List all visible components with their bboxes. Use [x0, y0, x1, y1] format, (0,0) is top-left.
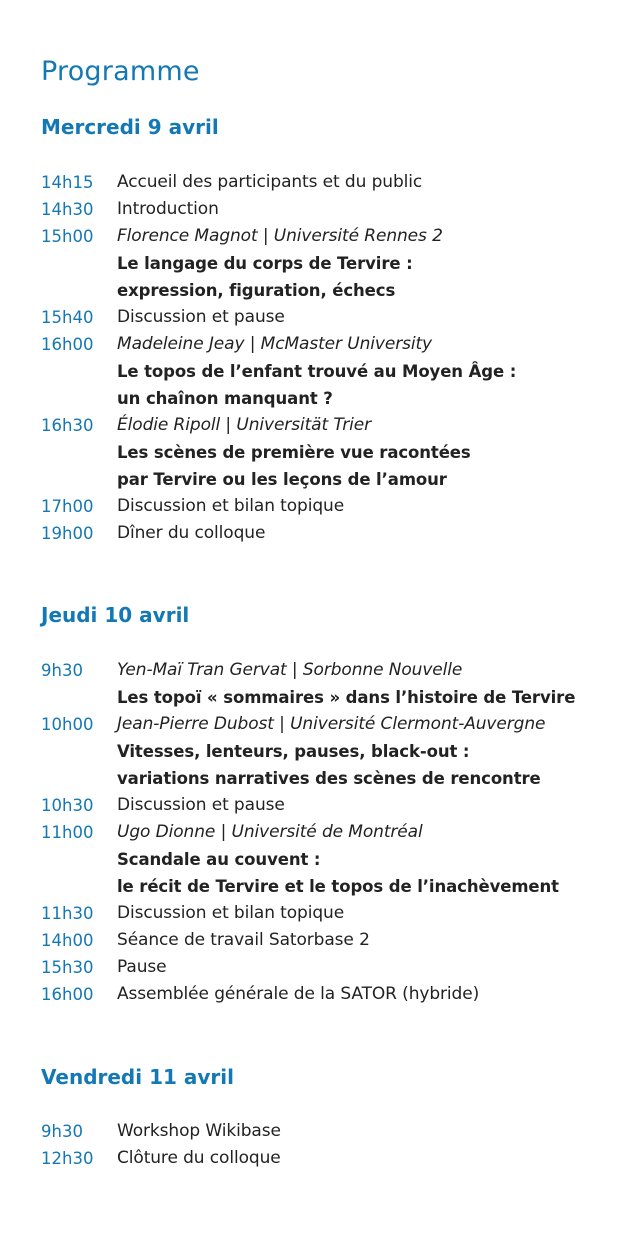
schedule-row: [41, 520, 601, 547]
schedule-row: [41, 304, 601, 331]
talk-title: Les scènes de première vue racontées: [117, 443, 471, 462]
schedule-time: 14h30: [41, 200, 94, 219]
day-heading-thursday: Jeudi 10 avril: [41, 603, 190, 627]
schedule-time: 16h00: [41, 985, 94, 1004]
schedule-row: [41, 1145, 601, 1172]
schedule-row: [41, 657, 601, 684]
schedule-row: [41, 439, 601, 466]
speaker-name: Jean-Pierre Dubost | Université Clermont-Auvergne: [117, 714, 546, 734]
schedule-item: Assemblée générale de la SATOR (hybride): [117, 984, 480, 1004]
schedule-time: 15h00: [41, 227, 94, 246]
schedule-row: [41, 900, 601, 927]
schedule-time: 16h30: [41, 416, 94, 435]
schedule-item: Pause: [117, 957, 167, 977]
talk-title: un chaînon manquant ?: [117, 389, 333, 408]
talk-title: Le langage du corps de Tervire :: [117, 254, 413, 273]
day-heading-wednesday: Mercredi 9 avril: [41, 115, 219, 139]
schedule-row: [41, 927, 601, 954]
schedule-thursday: [41, 657, 601, 1008]
schedule-row: [41, 169, 601, 196]
schedule-item: Dîner du colloque: [117, 523, 266, 543]
schedule-time: 17h00: [41, 497, 94, 516]
schedule-row: [41, 412, 601, 439]
schedule-time: 19h00: [41, 524, 94, 543]
schedule-time: 14h15: [41, 173, 94, 192]
schedule-row: [41, 331, 601, 358]
speaker-name: Florence Magnot | Université Rennes 2: [117, 226, 443, 246]
schedule-row: [41, 277, 601, 304]
speaker-name: Yen-Maï Tran Gervat | Sorbonne Nouvelle: [117, 660, 463, 680]
schedule-row: [41, 250, 601, 277]
schedule-item: Introduction: [117, 199, 219, 219]
talk-title: Le topos de l’enfant trouvé au Moyen Âge :: [117, 362, 517, 381]
schedule-item: Accueil des participants et du public: [117, 172, 423, 192]
schedule-time: 9h30: [41, 1122, 83, 1141]
schedule-row: [41, 846, 601, 873]
schedule-item: Discussion et bilan topique: [117, 903, 345, 923]
schedule-row: [41, 1118, 601, 1145]
schedule-time: 9h30: [41, 661, 83, 680]
talk-title: Vitesses, lenteurs, pauses, black-out :: [117, 742, 470, 761]
schedule-time: 11h00: [41, 823, 94, 842]
schedule-item: Discussion et bilan topique: [117, 496, 345, 516]
schedule-row: [41, 711, 601, 738]
schedule-row: [41, 358, 601, 385]
talk-title: variations narratives des scènes de rencontre: [117, 769, 541, 788]
schedule-row: [41, 765, 601, 792]
schedule-time: 14h00: [41, 931, 94, 950]
day-heading-friday: Vendredi 11 avril: [41, 1065, 234, 1089]
schedule-row: [41, 223, 601, 250]
schedule-row: [41, 493, 601, 520]
schedule-friday: [41, 1118, 601, 1172]
speaker-name: Ugo Dionne | Université de Montréal: [117, 822, 423, 842]
talk-title: Scandale au couvent :: [117, 850, 321, 869]
schedule-row: [41, 385, 601, 412]
talk-title: Les topoï « sommaires » dans l’histoire de Tervire: [117, 688, 576, 707]
schedule-time: 10h30: [41, 796, 94, 815]
schedule-row: [41, 792, 601, 819]
schedule-row: [41, 981, 601, 1008]
schedule-row: [41, 684, 601, 711]
schedule-item: Workshop Wikibase: [117, 1121, 281, 1141]
schedule-time: 10h00: [41, 715, 94, 734]
speaker-name: Élodie Ripoll | Universität Trier: [117, 415, 372, 435]
talk-title: le récit de Tervire et le topos de l’inachèvement: [117, 877, 559, 896]
schedule-row: [41, 819, 601, 846]
speaker-name: Madeleine Jeay | McMaster University: [117, 334, 432, 354]
schedule-time: 12h30: [41, 1149, 94, 1168]
schedule-item: Clôture du colloque: [117, 1148, 281, 1168]
schedule-row: [41, 466, 601, 493]
schedule-wednesday: [41, 169, 601, 547]
schedule-row: [41, 738, 601, 765]
schedule-item: Discussion et pause: [117, 795, 285, 815]
schedule-item: Séance de travail Satorbase 2: [117, 930, 370, 950]
schedule-time: 15h30: [41, 958, 94, 977]
talk-title: par Tervire ou les leçons de l’amour: [117, 470, 447, 489]
schedule-row: [41, 954, 601, 981]
page-title: Programme: [41, 56, 200, 87]
schedule-time: 16h00: [41, 335, 94, 354]
talk-title: expression, figuration, échecs: [117, 281, 396, 300]
schedule-item: Discussion et pause: [117, 307, 285, 327]
schedule-time: 11h30: [41, 904, 94, 923]
schedule-row: [41, 873, 601, 900]
schedule-row: [41, 196, 601, 223]
schedule-time: 15h40: [41, 308, 94, 327]
